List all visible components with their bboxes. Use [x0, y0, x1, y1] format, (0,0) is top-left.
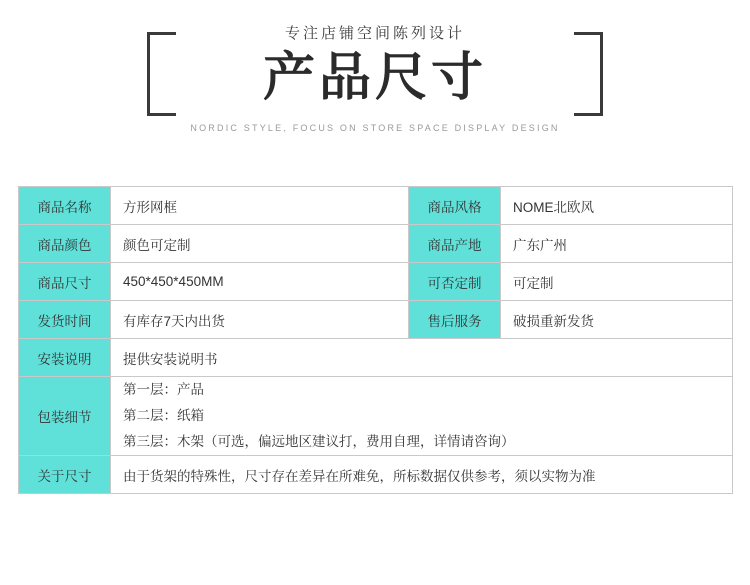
spec-label-after-sales: 售后服务 [409, 301, 501, 339]
spec-value-after-sales: 破损重新发货 [501, 301, 733, 339]
spec-value-packaging [111, 377, 733, 456]
table-row-install [19, 339, 733, 377]
table-row [19, 225, 733, 263]
spec-table-wrapper [18, 186, 732, 494]
spec-value-install: 提供安装说明书 [111, 339, 733, 377]
bracket-right-decoration [574, 32, 603, 116]
spec-label-product-origin: 商品产地 [409, 225, 501, 263]
spec-table [18, 186, 733, 494]
table-row-size-note [19, 456, 733, 494]
spec-value-product-color: 颜色可定制 [111, 225, 409, 263]
table-row [19, 187, 733, 225]
spec-label-shipping-time: 发货时间 [19, 301, 111, 339]
spec-label-packaging: 包装细节 [19, 377, 111, 456]
spec-value-product-size: 450*450*450MM [111, 263, 409, 301]
packaging-line-3: 第三层：木架（可选，偏远地区建议打，费用自理，详情请咨询） [123, 434, 515, 449]
spec-label-product-color: 商品颜色 [19, 225, 111, 263]
table-row [19, 301, 733, 339]
spec-value-product-style: NOME北欧风 [501, 187, 733, 225]
header-subtitle-cn: 专注店铺空间陈列设计 [284, 25, 465, 42]
packaging-line-1: 第一层：产品 [123, 382, 204, 397]
bracket-left-decoration [147, 32, 176, 116]
spec-label-install: 安装说明 [19, 339, 111, 377]
spec-value-size-note: 由于货架的特殊性，尺寸存在差异在所难免，所标数据仅供参考，须以实物为准 [111, 456, 733, 494]
table-row [19, 263, 733, 301]
packaging-line-2: 第二层：纸箱 [123, 408, 204, 423]
spec-label-product-style: 商品风格 [409, 187, 501, 225]
page-title: 产品尺寸 [262, 49, 487, 107]
spec-label-size-note: 关于尺寸 [19, 456, 111, 494]
page-header [0, 0, 750, 170]
spec-label-product-name: 商品名称 [19, 187, 111, 225]
header-inner [190, 22, 560, 133]
spec-label-product-size: 商品尺寸 [19, 263, 111, 301]
spec-value-customizable: 可定制 [501, 263, 733, 301]
spec-value-shipping-time: 有库存7天内出货 [111, 301, 409, 339]
spec-value-product-name: 方形网框 [111, 187, 409, 225]
header-subtitle-en: NORDIC STYLE, FOCUS ON STORE SPACE DISPLAY DESIGN [190, 122, 560, 133]
spec-label-customizable: 可否定制 [409, 263, 501, 301]
table-row-packaging [19, 377, 733, 456]
spec-value-product-origin: 广东广州 [501, 225, 733, 263]
